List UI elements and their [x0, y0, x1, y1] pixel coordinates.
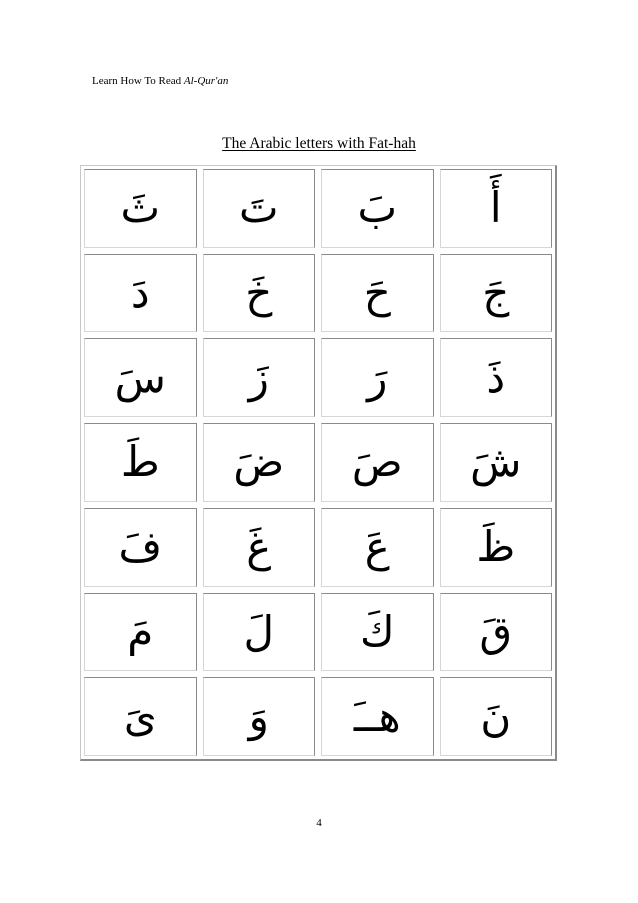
letter-cell: غَ: [203, 508, 316, 587]
letter-cell: نَ: [440, 677, 553, 756]
page-title: The Arabic letters with Fat-hah: [222, 135, 416, 152]
letter-cell: ثَ: [84, 169, 197, 248]
letters-table: [80, 165, 557, 761]
letter-cell: كَ: [321, 593, 434, 672]
letter-cell: بَ: [321, 169, 434, 248]
letter-cell: ىَ: [84, 677, 197, 756]
page-number: 4: [316, 817, 322, 829]
letter-cell: وَ: [203, 677, 316, 756]
header-book-title: Al-Qur'an: [183, 75, 229, 87]
letter-cell: ضَ: [203, 423, 316, 502]
header-prefix: Learn How To Read: [92, 75, 184, 87]
letter-cell: خَ: [203, 254, 316, 333]
letter-cell: شَ: [440, 423, 553, 502]
letter-cell: لَ: [203, 593, 316, 672]
letter-cell: رَ: [321, 338, 434, 417]
letter-cell: ذَ: [440, 338, 553, 417]
letter-cell: طَ: [84, 423, 197, 502]
letter-cell: حَ: [321, 254, 434, 333]
letter-cell: تَ: [203, 169, 316, 248]
letter-cell: قَ: [440, 593, 553, 672]
letter-cell: ظَ: [440, 508, 553, 587]
letter-cell: جَ: [440, 254, 553, 333]
letter-cell: مَ: [84, 593, 197, 672]
letter-cell: صَ: [321, 423, 434, 502]
letter-cell: دَ: [84, 254, 197, 333]
letter-cell: هــَ: [321, 677, 434, 756]
letter-cell: أَ: [440, 169, 553, 248]
letter-cell: عَ: [321, 508, 434, 587]
running-header: [92, 75, 228, 87]
letter-cell: زَ: [203, 338, 316, 417]
letter-cell: سَ: [84, 338, 197, 417]
letter-cell: فَ: [84, 508, 197, 587]
